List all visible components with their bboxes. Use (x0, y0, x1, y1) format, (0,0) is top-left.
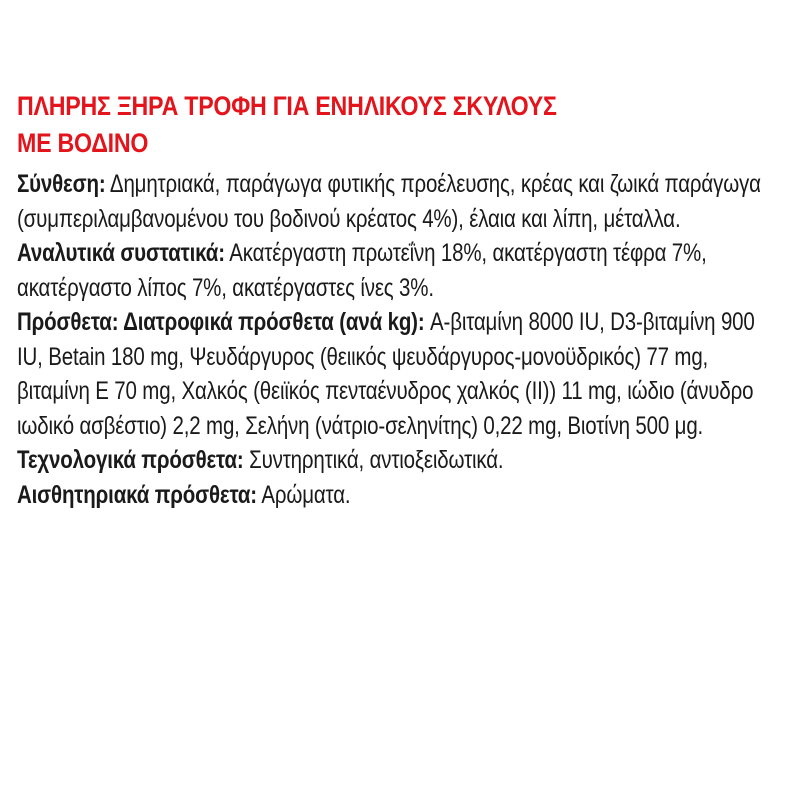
composition-label: Σύνθεση: (17, 170, 106, 198)
label-body (17, 167, 780, 512)
technological-text: Συντηρητικά, αντιοξειδωτικά. (243, 446, 504, 474)
additives-label: Πρόσθετα: Διατροφικά πρόσθετα (ανά kg): (17, 308, 425, 336)
technological-label: Τεχνολογικά πρόσθετα: (17, 446, 244, 474)
composition-section (17, 167, 780, 236)
additives-text: A-βιταμίνη 8000 IU, D3-βιταμίνη 900 IU, Betain 180 mg, Ψευδάργυρος (θειικός ψευδάργυρος-μονοϋδρικός) 77 mg, βιταμίνη Ε 70 mg, Χαλκός (θειϊκός πενταένυδρος χαλκός (II)) 11 mg, ιώδιο (άνυδρο ιωδικό ασβέστιο) 2,2 mg, Σελήνη (νάτριο-σεληνίτης) 0,22 mg, Βιοτίνη 500 μg. (17, 308, 755, 440)
additives-section (17, 305, 780, 443)
sensory-text: Αρώματα. (256, 480, 351, 509)
product-title (17, 88, 791, 162)
sensory-section (17, 478, 780, 513)
sensory-label: Αισθητηριακά πρόσθετα: (17, 480, 257, 509)
technological-section (17, 443, 780, 478)
product-title-line-2: ΜΕ ΒΟΔΙΝΟ (17, 128, 149, 158)
product-title-line-1: ΠΛΗΡΗΣ ΞΗΡΑ ΤΡΟΦΗ ΓΙΑ ΕΝΗΛΙΚΟΥΣ ΣΚΥΛΟΥΣ (17, 91, 557, 121)
analytical-label: Αναλυτικά συστατικά: (17, 239, 225, 267)
analytical-text: Ακατέργαστη πρωτεΐνη 18%, ακατέργαστη τέφρα 7%, ακατέργαστο λίπος 7%, ακατέργαστες ίνες 3%. (17, 239, 707, 302)
composition-text: Δημητριακά, παράγωγα φυτικής προέλευσης, κρέας και ζωικά παράγωγα (συμπεριλαμβανομένου του βοδινού κρέατος 4%), έλαια και λίπη, μέταλλα. (17, 170, 761, 233)
analytical-section (17, 236, 780, 305)
